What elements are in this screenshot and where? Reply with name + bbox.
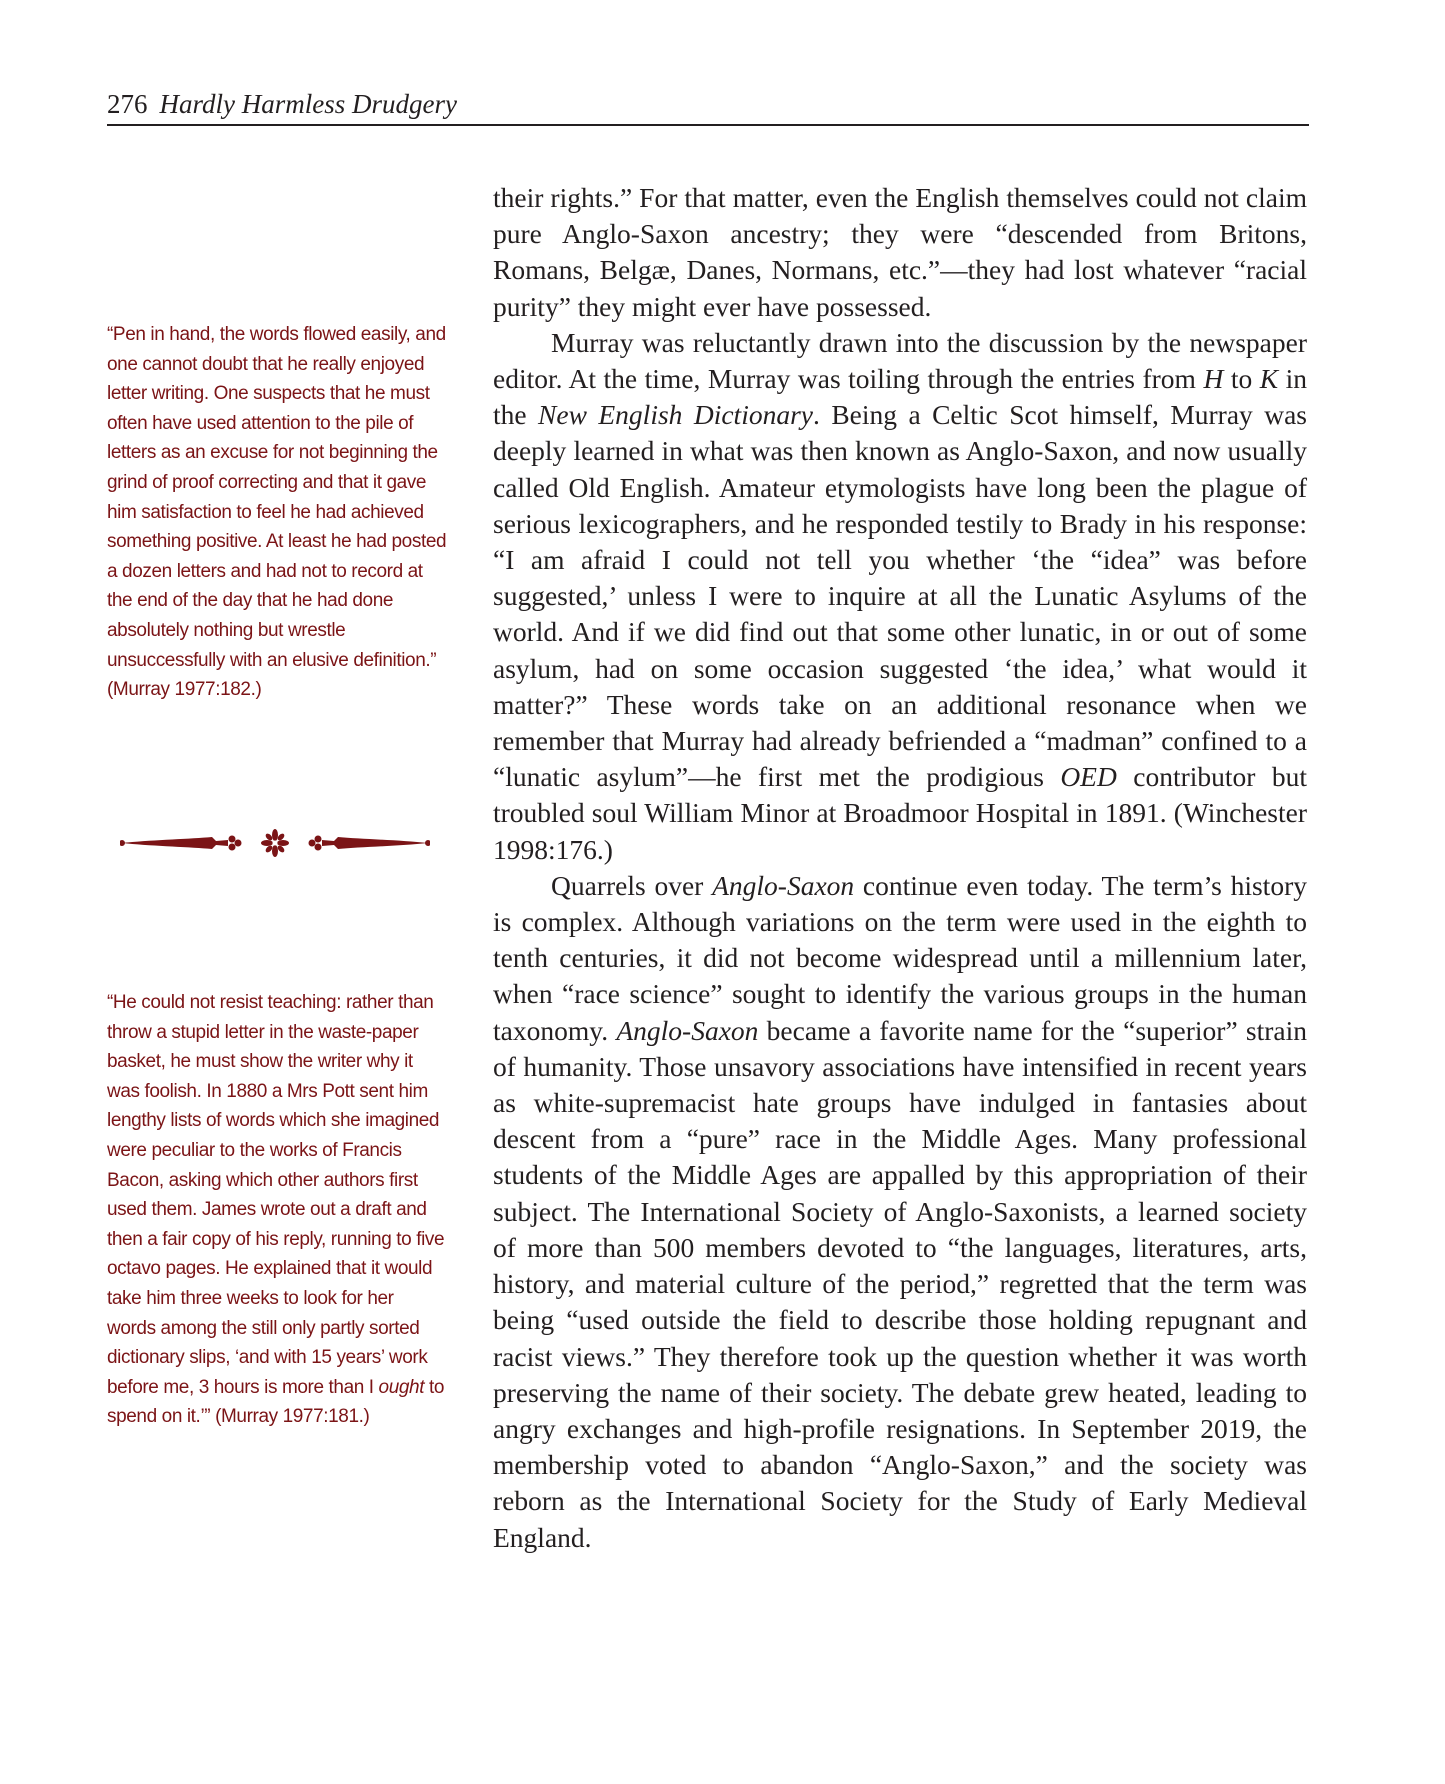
p2-italic-h: H [1203,363,1224,395]
p2-text: in the [493,363,1307,431]
p3-italic-anglo-saxon: Anglo-Saxon [712,869,855,901]
main-text-column [493,180,1307,1556]
paragraph-1: their rights.” For that matter, even the English themselves could not claim pure Anglo-Saxon ancestry; they were “descended from Britons, Romans, Belgæ, Danes, Normans, etc.”—they had lost whatever “racial purity” they might ever have possessed. [493,182,1307,322]
sidebar-quote-2-text [107,988,447,1432]
quote2-text-a: “He could not resist teaching: rather than throw a stupid letter in the waste-paper basket, he must show the writer why it was foolish. In 1880 a Mrs Pott sent him lengthy lists of words which she imagined were peculiar to the works of Francis Bacon, asking which other authors first used them. James wrote out a draft and then a fair copy of his reply, running to five octavo pages. He explained that it would take him three weeks to look for her words among the still only partly sorted dictionary slips, ‘and with 15 years’ work before me, 3 hours is more than I [107,992,445,1398]
running-header [107,84,1309,126]
paragraph-2 [493,325,1307,868]
p2-text: to [1223,363,1260,395]
p2-italic-oed: OED [1060,761,1117,793]
p3-text: continue even today. The term’s history is complex. Although variations on the term were used in the eighth to tenth centuries, it did not become widespread until a millennium later, when “race science” sought to identify the various groups in the human taxonomy. [493,869,1307,1046]
p2-italic-ned: New English Dictionary [538,399,813,431]
p2-text: . Being a Celtic Scot himself, Murray was deeply learned in what was then known as Anglo-Saxon, and now usually called Old English. Amateur etymologists have long been the plague of serious lexicographers, and he responded testily to Brady in his response: “I am afraid I could not tell you whether ‘the “idea” was before suggested,’ unless I were to inquire at all the Lunatic Asylums of the world. And if we did find out that some other lunatic, in or out of some asylum, had on some occasion suggested ‘the idea,’ what would it matter?” These words take on an additional resonance when we remember that Murray had already befriended a “madman” confined to a “lunatic asylum”—he first met the prodigious [493,399,1307,793]
paragraph-3 [493,868,1307,1556]
sidebar-quote-2 [107,988,447,1432]
sidebar-quote-1-text: “Pen in hand, the words flowed easily, and one cannot doubt that he really enjoyed letter writing. One suspects that he must often have used attention to the pile of letters as an excuse for not beginning the grind of proof correcting and that it gave him satisfaction to feel he had achieved something positive. At least he had posted a dozen letters and had not to record at the end of the day that he had done absolutely nothing but wrestle unsuccessfully with an elusive definition.” (Murray 1977:182.) [107,324,447,701]
sidebar-quote-1 [107,320,447,705]
p2-text: contributor but troubled soul William Minor at Broadmoor Hospital in 1891. (Winchester 1998:176.) [493,761,1307,865]
book-title: Hardly Harmless Drudgery [159,89,457,119]
p2-italic-k: K [1259,363,1279,395]
quote2-text-b: to spend on it.’” (Murray 1977:181.) [107,1376,445,1428]
p3-text: became a favorite name for the “superior” strain of humanity. Those unsavory associations have intensified in recent years as white-supremacist hate groups have indulged in fantasies about descent from a “pure” race in the Middle Ages. Many professional students of the Middle Ages are appalled by this appropriation of their subject. The International Society of Anglo-Saxonists, a learned society of more than 500 members devoted to “the languages, literatures, arts, history, and material culture of the period,” regretted that the term was being “used outside the field to describe those holding repugnant and racist views.” They therefore took up the question whether it was worth preserving the name of their society. The debate grew heated, leading to angry exchanges and high-profile resignations. In September 2019, the membership voted to abandon “Anglo-Saxon,” and the society was reborn as the International Society for the Study of Early Medieval England. [493,1014,1308,1553]
page-number: 276 [107,89,148,119]
quote2-italic-ought: ought [378,1376,425,1398]
p3-text: Quarrels over [551,869,713,901]
p3-italic-anglo-saxon: Anglo-Saxon [616,1014,759,1046]
p2-text: Murray was reluctantly drawn into the discussion by the newspaper editor. At the time, Murray was toiling through the entries from [493,326,1307,395]
flourish-ornament-icon [120,826,430,860]
